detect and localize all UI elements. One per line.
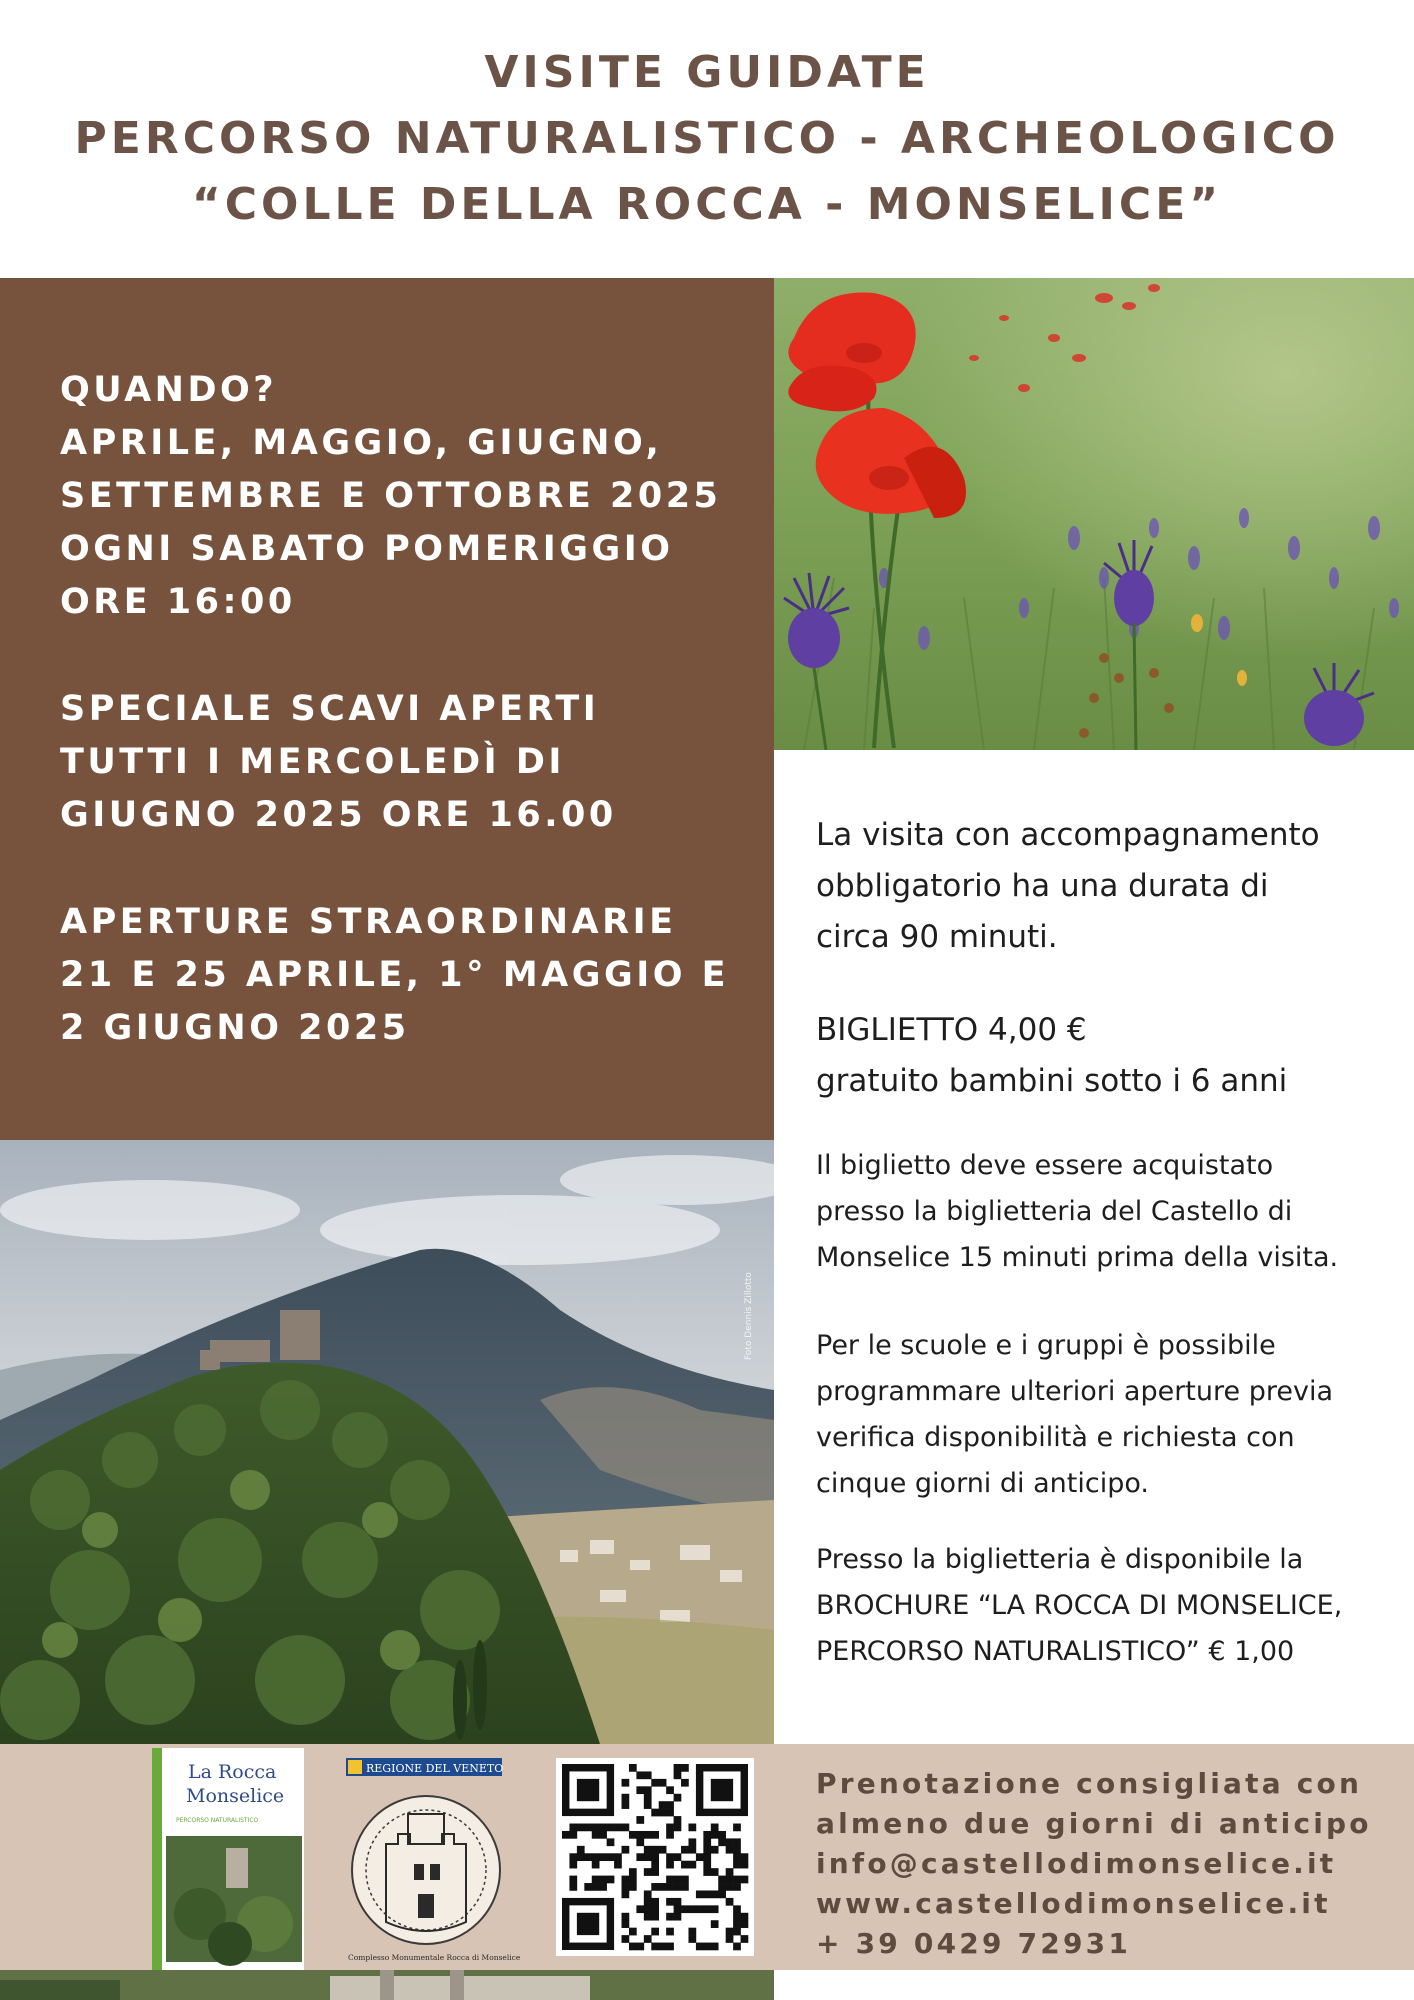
qr-code[interactable]: [556, 1758, 754, 1956]
info-line: BIGLIETTO 4,00 €: [816, 1012, 1087, 1048]
email-link[interactable]: info@castellodimonselice.it: [816, 1847, 1337, 1880]
brochure-title-2: Monselice: [186, 1785, 285, 1807]
website-link[interactable]: www.castellodimonselice.it: [816, 1887, 1331, 1920]
header-line-3: “COLLE DELLA ROCCA - MONSELICE”: [191, 179, 1223, 230]
booking-note-2: almeno due giorni di anticipo: [816, 1807, 1372, 1840]
logos-strip: [0, 1744, 774, 1970]
region-banner: REGIONE DEL VENETO: [366, 1762, 504, 1775]
info-line: obbligatorio ha una durata di: [816, 868, 1269, 904]
page-header: [0, 0, 1414, 278]
info-line: verifica disponibilità e richiesta con: [816, 1422, 1295, 1453]
rocca-landscape-photo: [0, 1140, 774, 1744]
bottom-photo-strip: [0, 1970, 774, 2000]
schedule-when: [60, 364, 774, 629]
schedule-line: TUTTI I MERCOLEDÌ DI: [60, 742, 565, 782]
info-line: programmare ulteriori aperture previa: [816, 1376, 1333, 1407]
schedule-line: SPECIALE SCAVI APERTI: [60, 689, 600, 729]
schedule-line: 2 GIUGNO 2025: [60, 1008, 410, 1048]
info-line: La visita con accompagnamento: [816, 817, 1320, 853]
schedule-line: OGNI SABATO POMERIGGIO: [60, 529, 674, 569]
schedule-special: [60, 683, 774, 842]
brochure-title-1: La Rocca: [188, 1761, 277, 1783]
info-line: Per le scuole e i gruppi è possibile: [816, 1330, 1276, 1361]
schedule-line: QUANDO?: [60, 370, 278, 410]
duration-paragraph: [816, 810, 1396, 963]
header-line-1: VISITE GUIDATE: [484, 47, 930, 98]
schedule-extra: [60, 896, 774, 1055]
ticket-paragraph: [816, 1005, 1396, 1107]
info-line: Monselice 15 minuti prima della visita.: [816, 1242, 1339, 1273]
schedule-line: APERTURE STRAORDINARIE: [60, 902, 677, 942]
info-line: gratuito bambini sotto i 6 anni: [816, 1063, 1288, 1099]
info-line: PERCORSO NATURALISTICO” € 1,00: [816, 1636, 1295, 1667]
phone-number[interactable]: + 39 0429 72931: [816, 1927, 1132, 1960]
visit-info: [816, 810, 1396, 1717]
info-line: BROCHURE “LA ROCCA DI MONSELICE,: [816, 1590, 1343, 1621]
groups-paragraph: [816, 1323, 1396, 1507]
region-caption: Complesso Monumentale Rocca di Monselice: [348, 1953, 521, 1962]
info-line: circa 90 minuti.: [816, 919, 1058, 955]
schedule-line: ORE 16:00: [60, 582, 296, 622]
schedule-line: 21 E 25 APRILE, 1° MAGGIO E: [60, 955, 730, 995]
schedule-panel: [0, 278, 774, 1140]
header-line-2: PERCORSO NATURALISTICO - ARCHEOLOGICO: [74, 113, 1340, 164]
brochure-paragraph: [816, 1537, 1396, 1675]
info-line: presso la biglietteria del Castello di: [816, 1196, 1293, 1227]
info-line: Il biglietto deve essere acquistato: [816, 1150, 1274, 1181]
regione-veneto-logo: [346, 1758, 521, 1962]
booking-note-1: Prenotazione consigliata con: [816, 1767, 1363, 1800]
info-line: cinque giorni di anticipo.: [816, 1468, 1149, 1499]
schedule-line: APRILE, MAGGIO, GIUGNO,: [60, 423, 663, 463]
schedule-line: GIUGNO 2025 ORE 16.00: [60, 795, 617, 835]
info-line: Presso la biglietteria è disponibile la: [816, 1544, 1304, 1575]
purchase-paragraph: [816, 1143, 1396, 1281]
schedule-line: SETTEMBRE E OTTOBRE 2025: [60, 476, 722, 516]
brochure-cover-image: [152, 1748, 304, 1970]
contact-box: [774, 1744, 1414, 1970]
photo-credit: Foto Dennis Zillotto: [744, 1272, 754, 1360]
brochure-subtitle: PERCORSO NATURALISTICO: [176, 1817, 259, 1824]
flowers-photo: [774, 278, 1414, 750]
